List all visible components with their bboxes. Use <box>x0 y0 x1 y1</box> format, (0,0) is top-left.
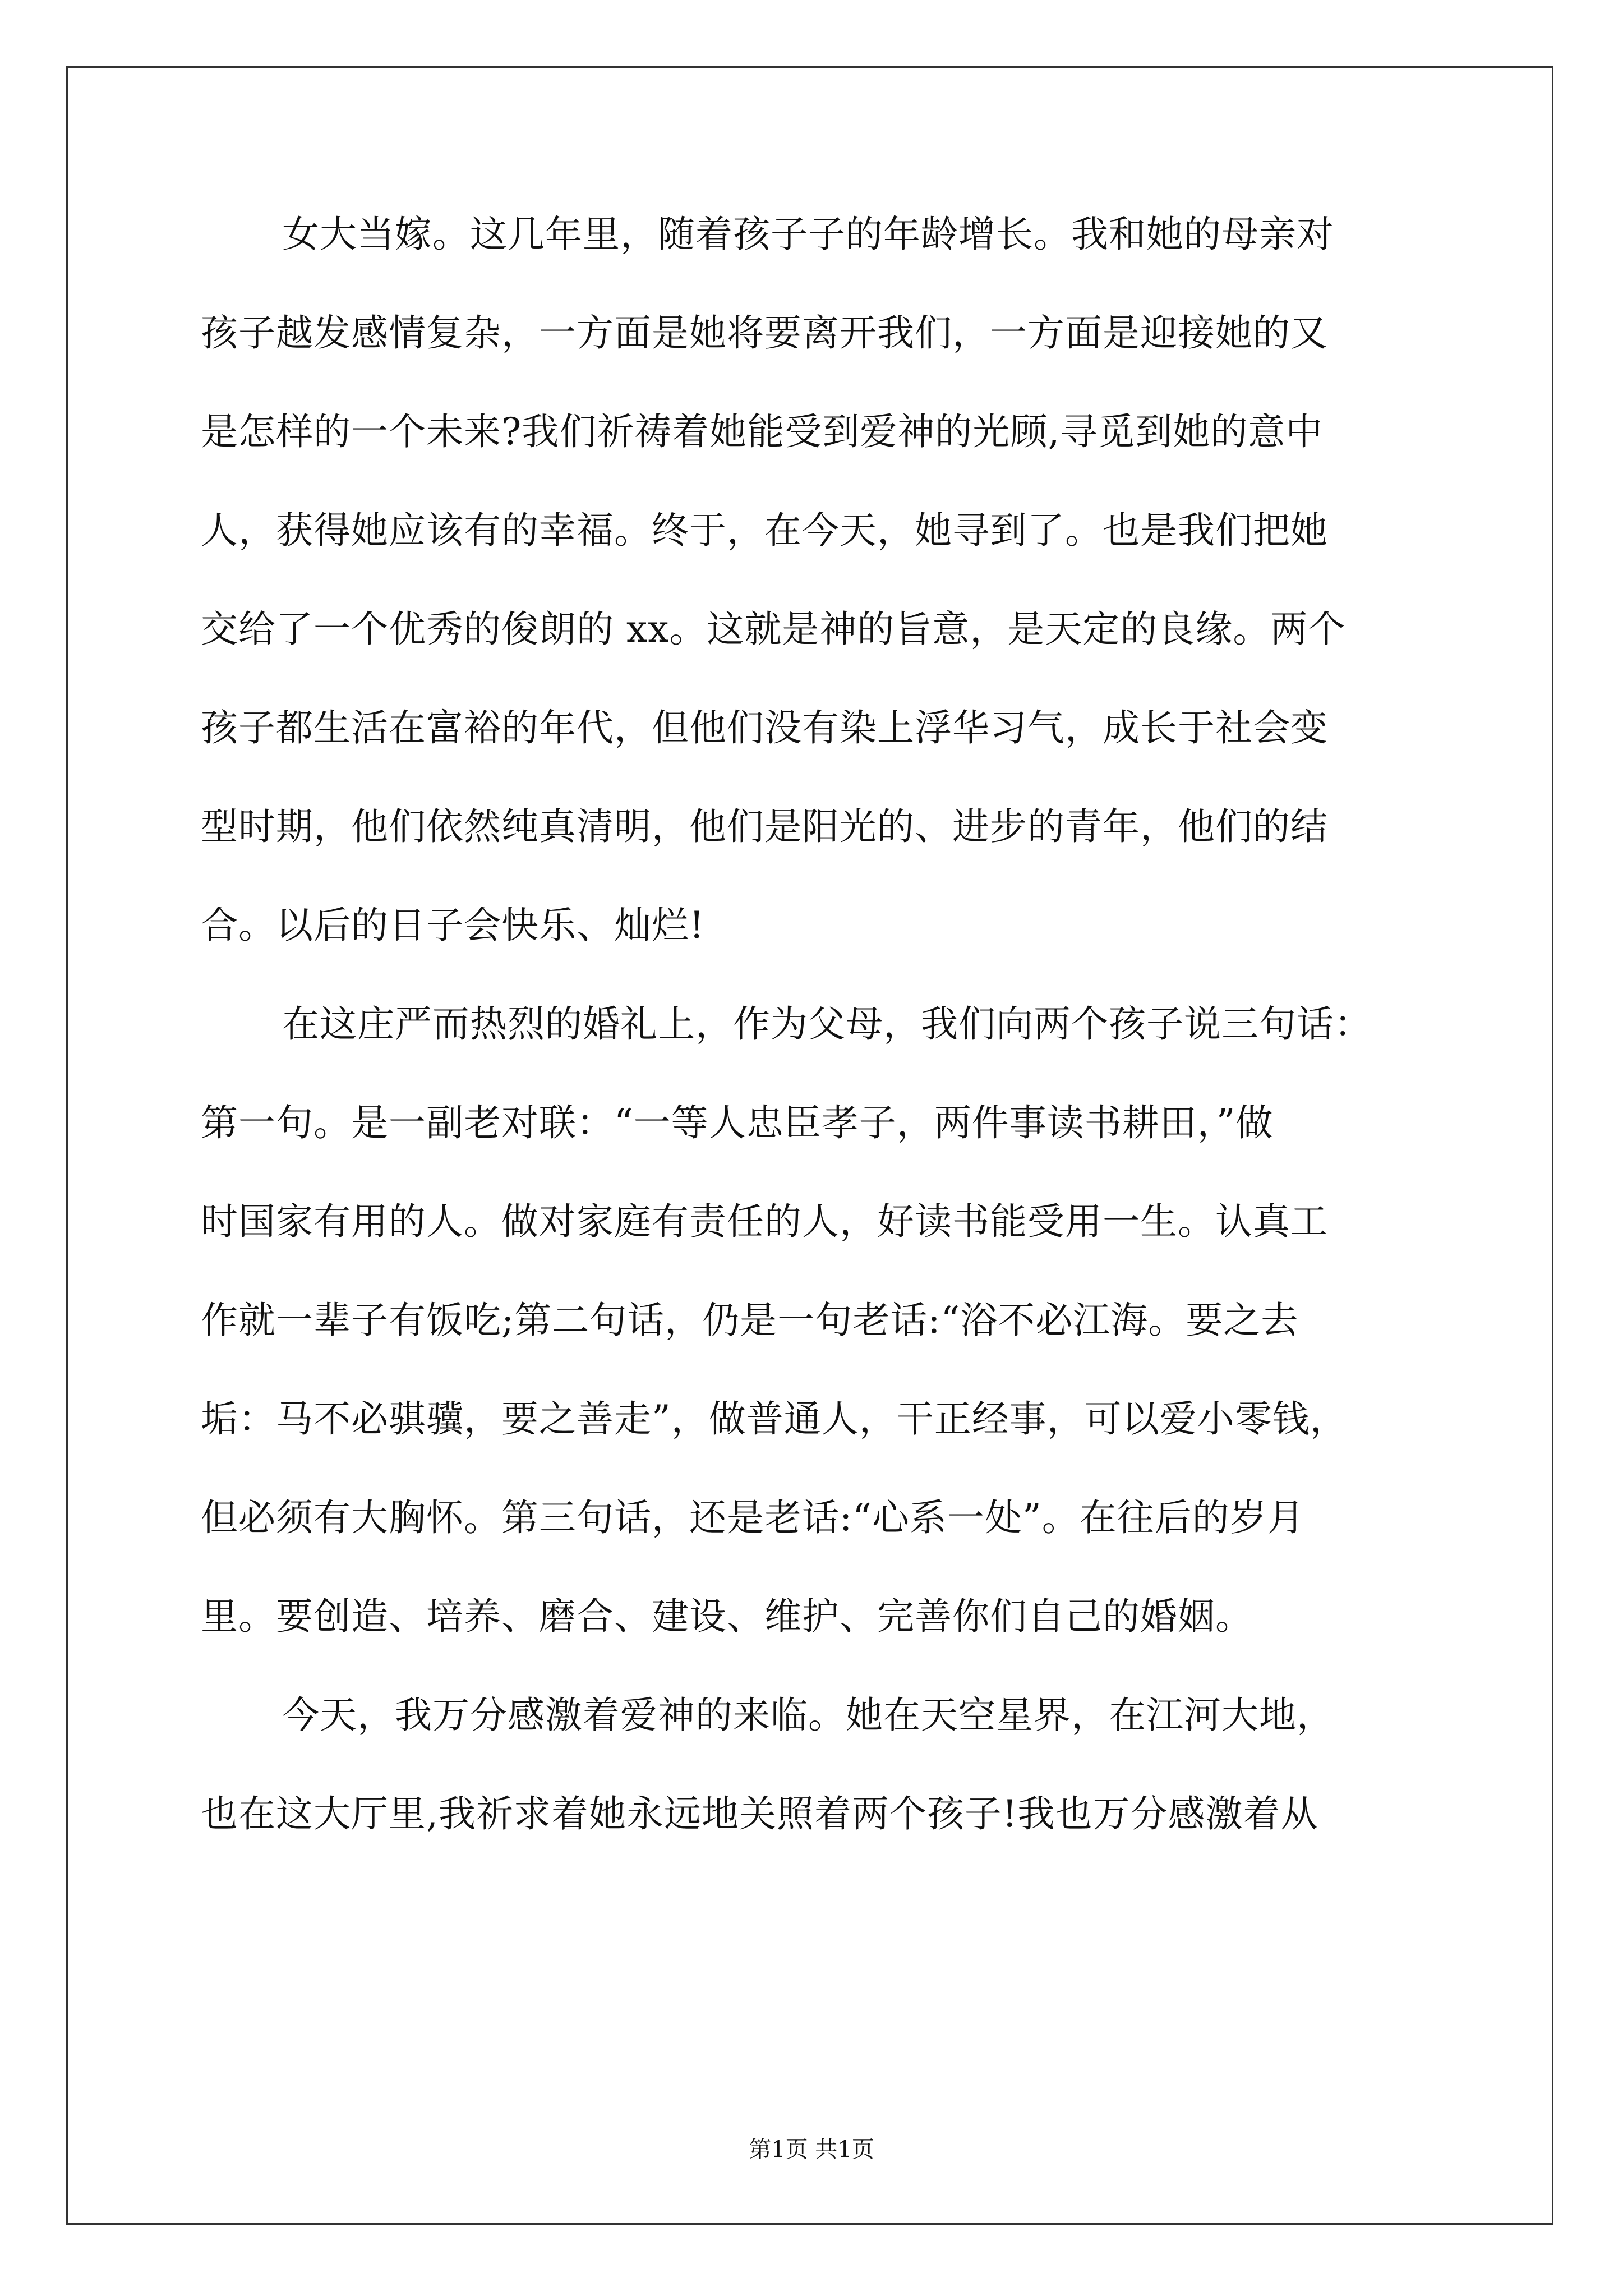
text-line: 女大当嫁。这几年里，随着孩子子的年龄增长。我和她的母亲对 <box>282 213 1334 256</box>
text-line: 在这庄严而热烈的婚礼上，作为父母，我们向两个孩子说三句话： <box>282 1002 1372 1046</box>
text-line: 孩子都生活在富裕的年代，但他们没有染上浮华习气，成长于社会变 <box>201 706 1328 749</box>
text-line: 是怎样的一个未来?我们祈祷着她能受到爱神的光顾,寻觅到她的意中 <box>201 410 1324 453</box>
text-line: 交给了一个优秀的俊朗的 xx。这就是神的旨意，是天定的良缘。两个 <box>201 608 1346 651</box>
text-line: 第一句。是一副老对联：“一等人忠臣孝子，两件事读书耕田，”做 <box>201 1101 1274 1144</box>
page-border <box>66 66 1553 2225</box>
text-line: 作就一辈子有饭吃;第二句话，仍是一句老话:“浴不必江海。要之去 <box>201 1299 1299 1342</box>
text-line: 垢：马不必骐骥，要之善走”，做普通人，干正经事，可以爱小零钱， <box>201 1397 1348 1441</box>
text-line: 合。以后的日子会快乐、灿烂! <box>201 904 705 947</box>
text-line: 人，获得她应该有的幸福。终于，在今天，她寻到了。也是我们把她 <box>201 509 1328 552</box>
text-line: 型时期，他们依然纯真清明，他们是阳光的、进步的青年，他们的结 <box>201 805 1328 848</box>
text-line: 也在这大厅里,我祈求着她永远地关照着两个孩子!我也万分感激着从 <box>201 1792 1318 1835</box>
text-line: 孩子越发感情复杂，一方面是她将要离开我们，一方面是迎接她的又 <box>201 311 1328 355</box>
text-line: 今天，我万分感激着爱神的来临。她在天空星界，在江河大地， <box>282 1694 1334 1737</box>
text-line: 时国家有用的人。做对家庭有责任的人，好读书能受用一生。认真工 <box>201 1200 1328 1243</box>
text-line: 但必须有大胸怀。第三句话，还是老话:“心系一处”。在往后的岁月 <box>201 1496 1305 1539</box>
page-footer: 第1页 共1页 <box>749 2137 874 2162</box>
text-line: 里。要创造、培养、磨合、建设、维护、完善你们自己的婚姻。 <box>201 1595 1253 1638</box>
